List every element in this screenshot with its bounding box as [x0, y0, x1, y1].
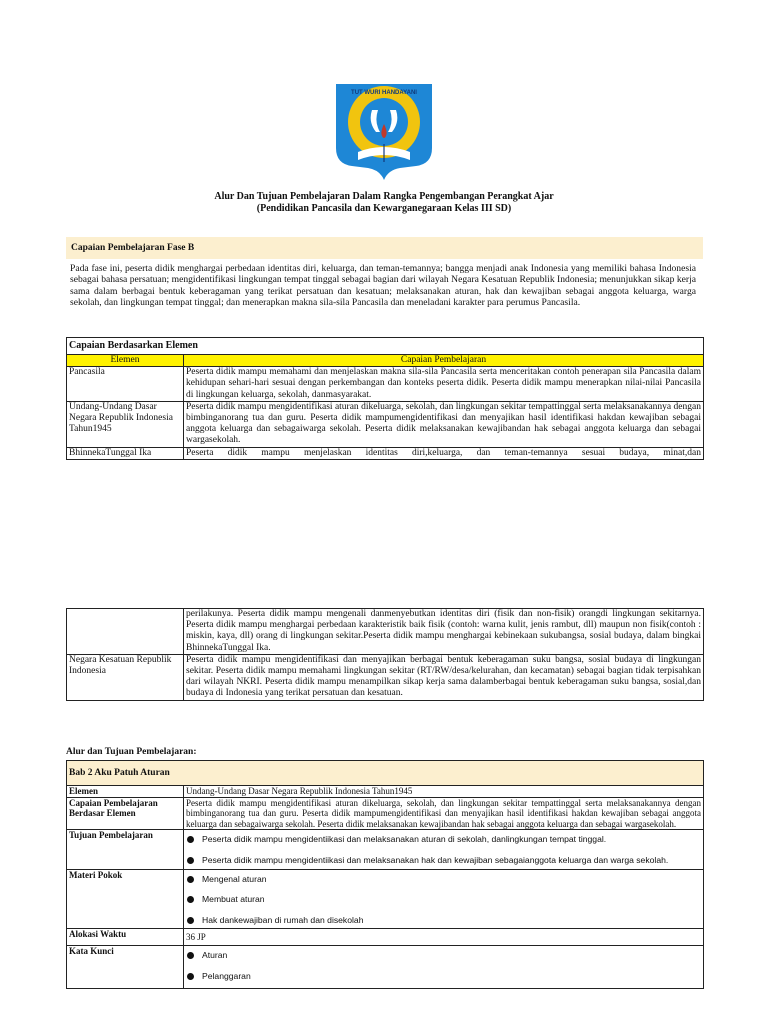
element-cell: [67, 609, 184, 655]
tp-list: [184, 830, 704, 869]
table-row: [67, 367, 704, 402]
elements-table: [66, 337, 704, 460]
bullet-icon: [187, 857, 194, 864]
list-item: Mengenal aturan: [186, 874, 701, 885]
cp-cell: Peserta didik mampu memahami dan menjelaskan makna sila-sila Pancasila serta menceritakan contoh penerapan sila Pancasila dalam kehidupan sehari-hari sesuai dengan perkembangan dan konteks peserta didik. Peserta didik mampu menerapkan nilai-nilai Pancasila di lingkungan keluarga, sekolah, danmasyarakat.: [184, 367, 704, 402]
document-title: [0, 191, 768, 215]
tut-wuri-handayani-logo: [328, 78, 440, 182]
kata-kunci-list: [184, 946, 704, 988]
table-row: [67, 401, 704, 447]
elements-table-title: Capaian Berdasarkan Elemen: [67, 338, 704, 355]
cp-value: Peserta didik mampu mengidentifikasi aturan dikeluarga, sekolah, dan lingkungan sekitar tempattinggal serta melaksanakannya dengan bimbinganorang tua dan guru. Peserta didik mampumengidentifikasi dan menyajikan hasil identifikasi hakdan kewajiban sebagai anggota keluarga dan sebagaiwarga sekolah. Peserta didik melaksanakan kewajibandan hak sebagai anggota keluarga dan sebagai wargasekolah.: [184, 797, 704, 830]
element-cell: Undang-Undang Dasar Negara Republik Indonesia Tahun1945: [67, 401, 184, 447]
title-line-2: (Pendidikan Pancasila dan Kewarganegaraan Kelas III SD): [256, 203, 512, 214]
atp-heading: Alur dan Tujuan Pembelajaran:: [66, 747, 197, 757]
bullet-icon: [187, 876, 194, 883]
list-item: Aturan: [186, 950, 701, 961]
cp-label: Capaian Pembelajaran Berdasar Elemen: [67, 797, 184, 830]
list-item: Hak dankewajiban di rumah dan disekolah: [186, 915, 701, 926]
cp-cell: Peserta didik mampu mengidentifikasi aturan dikeluarga, sekolah, dan lingkungan sekitar tempattinggal serta melaksanakannya dengan bimbinganorang tua dan guru. Peserta didik mampumengidentifikasi dan menyajikan hasil identifikasi hakdan kewajiban sebagai anggota keluarga dan sebagaiwarga sekolah. Peserta didik melaksanakan kewajibandan hak sebagai anggota keluarga dan sebagai wargasekolah.: [184, 401, 704, 447]
elemen-label: Elemen: [67, 786, 184, 798]
elements-table-continued: [66, 608, 704, 701]
cp-fase-b-heading: Capaian Pembelajaran Fase B: [66, 237, 703, 259]
list-item: Membuat aturan: [186, 894, 701, 905]
tp-label: Tujuan Pembelajaran: [67, 830, 184, 869]
materi-list: [184, 869, 704, 929]
bullet-icon: [187, 973, 194, 980]
list-item: Pelanggaran: [186, 971, 701, 982]
column-header-cp: Capaian Pembelajaran: [184, 355, 704, 367]
cp-cell: Peserta didik mampu menjelaskan identitas diri,keluarga, dan teman-temannya sesuai budaya, minat,dan: [184, 447, 704, 459]
svg-text:TUT WURI HANDAYANI: TUT WURI HANDAYANI: [351, 90, 417, 96]
bullet-icon: [187, 836, 194, 843]
cp-fase-b-paragraph: Pada fase ini, peserta didik menghargai perbedaan identitas diri, keluarga, dan teman-temannya; bangga menjadi anak Indonesia yang memiliki bahasa Indonesia sebagai bahasa persatuan; mengidentifikasi lingkungan tempat tinggal sebagai bagian dari wilayah Negara Kesatuan Republik Indonesia; menunjukkan sikap kerja sama dalam berbagai bentuk keberagaman yang terikat persatuan dan kesatuan; melaksanakan aturan, hak dan kewajiban sebagai anggota keluarga, warga sekolah, dan lingkungan tempat tinggal; dan menerapkan makna sila-sila Pancasila dan meneladani karakter para perumus Pancasila.: [70, 263, 696, 308]
table-row: [67, 654, 704, 700]
cp-cell: perilakunya. Peserta didik mampu mengenali danmenyebutkan identitas diri (fisik dan non-fisik) orangdi lingkungan sekitarnya. Peserta didik mampu menghargai perbedaan karakteristik baik fisik (contoh: warna kulit, jenis rambut, dll) maupun non fisik(contoh : miskin, kaya, dll) orang di lingkungan sekitar.Peserta didik mampu menghargai kebinekaan sukubangsa, sosial budaya, dalam bingkai BhinnekaTunggal Ika.: [184, 609, 704, 655]
element-cell: Pancasila: [67, 367, 184, 402]
list-item: Peserta didik mampu mengidentiikasi dan melaksanakan aturan di sekolah, danlingkungan tempat tinggal.: [186, 834, 701, 845]
elemen-value: Undang-Undang Dasar Negara Republik Indonesia Tahun1945: [184, 786, 704, 798]
kata-kunci-label: Kata Kunci: [67, 946, 184, 988]
bullet-icon: [187, 952, 194, 959]
cp-cell: Peserta didik mampu mengidentifikasi dan menyajikan berbagai bentuk keberagaman suku bangsa, sosial budaya di lingkungan sekitar. Peserta didik mampu memahami lingkungan sekitar (RT/RW/desa/kelurahan, dan kecamatan) sebagai bagian tidak terpisahkan dari wilayah NKRI. Peserta didik mampu menampilkan sikap kerja sama dalamberbagai bentuk keberagaman suku bangsa, sosial,dan budaya di Indonesia yang terikat persatuan dan kesatuan.: [184, 654, 704, 700]
table-row: [67, 447, 704, 459]
element-cell: Negara Kesatuan Republik Indonesia: [67, 654, 184, 700]
chapter-title: Bab 2 Aku Patuh Aturan: [67, 761, 704, 786]
bullet-icon: [187, 896, 194, 903]
element-cell: BhinnekaTunggal Ika: [67, 447, 184, 459]
list-item: Peserta didik mampu mengidentiikasi dan melaksanakan hak dan kewajiban sebagaianggota keluarga dan warga sekolah.: [186, 855, 701, 866]
alokasi-label: Alokasi Waktu: [67, 929, 184, 946]
table-row: [67, 609, 704, 655]
title-line-1: Alur Dan Tujuan Pembelajaran Dalam Rangka Pengembangan Perangkat Ajar: [214, 191, 554, 202]
alokasi-value: 36 JP: [184, 929, 704, 946]
bullet-icon: [187, 917, 194, 924]
materi-label: Materi Pokok: [67, 869, 184, 929]
column-header-elemen: Elemen: [67, 355, 184, 367]
atp-table: [66, 760, 704, 989]
